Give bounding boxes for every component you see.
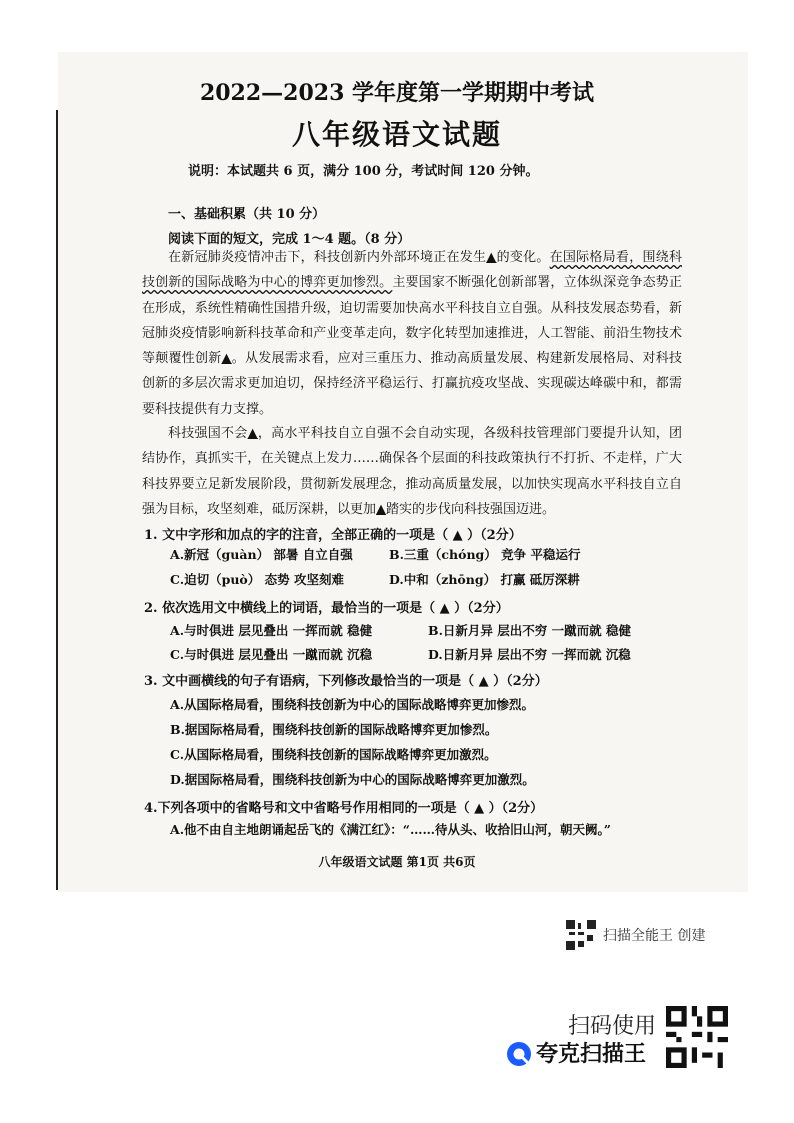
passage-text: 科技强国不会 <box>168 426 248 441</box>
q3-option-c: C.从国际格局看，围绕科技创新的国际战略博弈更加激烈。 <box>170 747 497 762</box>
passage-text: 主要国家不断强化创新部署，立体纵深竞争态势正在形成，系统性精确性国措升级，迫切需要加快高水平科技自立自强。从科技发展态势看，新冠肺炎疫情影响新科技革命和产业变革走向，数字化转型加速推进，人工智能、前沿生物技术等颠覆性创新 <box>142 275 682 367</box>
q3-option-b: B.据国际格局看，围绕科技创新的国际战略博弈更加惨烈。 <box>170 722 498 737</box>
q2-option-a: A.与时俱进 层见叠出 一挥而就 稳健 <box>170 623 373 638</box>
passage-text: ，高水平科技自立自强不会自动实现，各级科技管理部门要提升认知，团结协作，真抓实干，在关键点上发力……确保各个层面的科技政策执行不打折、不走样，广大科技界要立足新发展阶段，贯彻新发展理念，推动高质量发展，以加快实现高水平科技自立自强为目标，攻坚刻难，砥厉深耕，以更加 <box>142 426 682 517</box>
answer-blank: ▲ <box>376 501 387 517</box>
passage-paragraph-1 <box>142 245 682 422</box>
question-1: 1. 文中字形和加点的字的注音，全部正确的一项是（ ▲ ）（2分） <box>144 528 522 543</box>
section-heading: 一、基础积累（共 10 分） <box>168 207 326 222</box>
q1-option-b: B.三重（chóng） 竞争 平稳运行 <box>389 547 581 562</box>
question-4: 4.下列各项中的省略号和文中省略号作用相同的一项是（ ▲ ）（2分） <box>144 801 544 816</box>
answer-blank: ▲ <box>221 351 232 367</box>
qr-code-icon <box>566 920 596 950</box>
q2-option-b: B.日新月异 层出不穷 一蹴而就 稳健 <box>428 623 631 638</box>
passage-text: 在新冠肺炎疫情冲击下，科技创新内外部环境正在发生 <box>168 250 487 265</box>
answer-blank: ▲ <box>486 250 497 265</box>
q4-option-a: A.他不由自主地朗诵起岳飞的《满江红》：“……待从头、收拾旧山河，朝天阙。” <box>170 822 611 837</box>
question-3: 3. 文中画横线的句子有语病，下列修改最恰当的一项是（ ▲ ）（2分） <box>144 674 548 689</box>
section-intro: 阅读下面的短文，完成 1～4 题。（8 分） <box>168 232 411 247</box>
question-2: 2. 依次选用文中横线上的词语，最恰当的一项是（ ▲ ）（2分） <box>144 601 509 616</box>
q1-option-c: C.迫切（può） 态势 攻坚刻难 <box>170 572 344 587</box>
q1-option-d: D.中和（zhōng） 打赢 砥厉深耕 <box>389 572 580 587</box>
q3-option-d: D.据国际格局看，围绕科技创新为中心的国际战略博弈更加激烈。 <box>170 772 535 787</box>
page-footer: 八年级语文试题 第1页 共6页 <box>318 855 476 869</box>
q3-option-a: A.从国际格局看，围绕科技创新为中心的国际战略博弈更加惨烈。 <box>170 697 535 712</box>
q1-option-a: A.新冠（guàn） 部暑 自立自强 <box>170 547 353 562</box>
page-edge-line <box>56 110 58 890</box>
qr-code-large-icon[interactable] <box>666 1006 728 1068</box>
q2-option-c: C.与时俱进 层见叠出 一蹴而就 沉稳 <box>170 647 373 662</box>
underlined-sentence: 在国际格局看，围绕科技创新的国际战略为中心的博弈更加惨烈。 <box>142 250 682 291</box>
exam-title: 2022—2023 学年度第一学期期中考试 <box>199 80 595 106</box>
q2-option-d: D.日新月异 层出不穷 一挥而就 沉稳 <box>428 647 631 662</box>
scan-use-label: 扫码使用 <box>568 1014 657 1039</box>
passage-text: 。从发展需求看，应对三重压力、推动高质量发展、构建新发展格局、对科技创新的多层次需求更加迫切，保持经济平稳运行、打赢抗疫攻坚战、实现碳达峰碳中和，都需要科技提供有力支撑。 <box>142 351 682 417</box>
answer-blank: ▲ <box>247 426 258 441</box>
quark-logo-icon <box>506 1041 532 1067</box>
passage-paragraph-2 <box>142 421 682 522</box>
passage-text: 踏实的步伐向科技强国迈进。 <box>386 501 556 517</box>
exam-subtitle: 八年级语文试题 <box>291 118 502 151</box>
brand-name: 夸克扫描王 <box>536 1042 647 1067</box>
passage-text: 的变化。 <box>496 250 550 265</box>
scanner-watermark: 扫描全能王 创建 <box>603 928 706 944</box>
exam-instructions: 说明：本试题共 6 页，满分 100 分，考试时间 120 分钟。 <box>188 164 539 179</box>
